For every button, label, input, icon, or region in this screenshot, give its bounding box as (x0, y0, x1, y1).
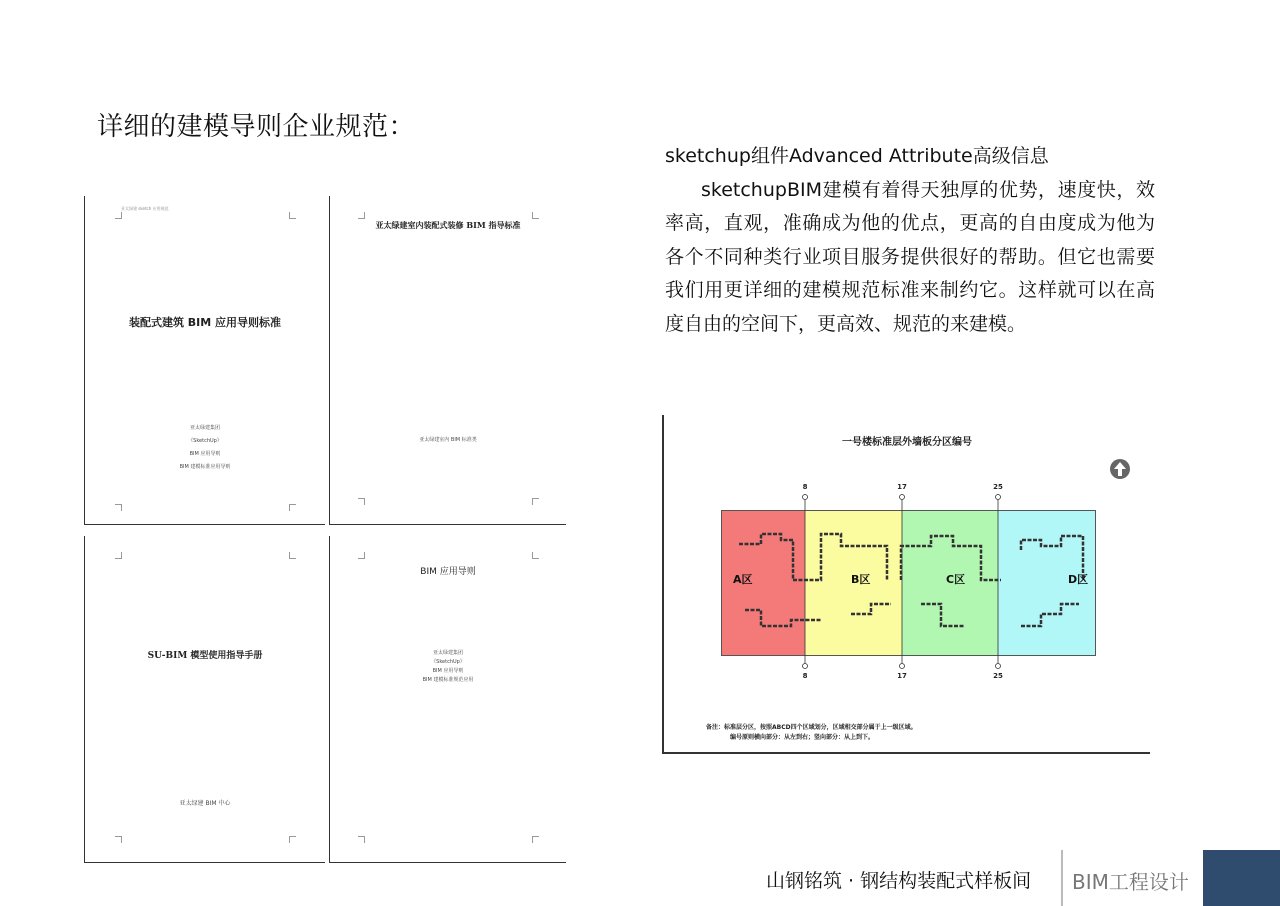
zone-a-label: A区 (733, 573, 753, 586)
description-subtitle: sketchup组件Advanced Attribute高级信息 (665, 145, 1049, 167)
axis-bottom-label: 17 (897, 672, 907, 680)
description-body: sketchupBIM建模有着得天独厚的优势，速度快，效率高，直观，准确成为他的优点，更高的自由度成为他为各个不同种类行业项目服务提供很好的帮助。但它也需要我们用更详细的建模规范标准来制约它。这样就可以在高度自由的空间下，更高效、规范的来建模。 (665, 178, 1155, 335)
description (665, 140, 1155, 341)
diagram-title: 一号楼标准层外墙板分区编号 (842, 437, 972, 448)
doc-line: BIM 建模标准应用导则 (179, 464, 231, 470)
zone-b-label: B区 (851, 573, 871, 586)
document-thumbnail-1 (84, 196, 325, 525)
doc-line: 亚太绿建集团 (432, 650, 463, 656)
document-thumbnail-2 (329, 196, 566, 525)
axis-bottom-label: 25 (993, 672, 1003, 680)
doc-title: BIM 应用导则 (420, 567, 476, 577)
north-arrow-icon (1110, 459, 1130, 479)
zone-c-label: C区 (946, 573, 966, 586)
document-thumbnail-3 (84, 536, 325, 863)
doc-footer: 亚太绿建室内 BIM 标准类 (419, 437, 477, 443)
doc-line: BIM 建模标准规范应用 (422, 677, 474, 683)
doc-header: 亚太绿建 sketch 应用规范 (121, 206, 169, 211)
doc-title: 亚太绿建室内装配式装修 BIM 指导标准 (375, 220, 521, 230)
doc-line: 亚太绿建集团 (189, 425, 220, 431)
doc-line: BIM 应用导则 (432, 668, 464, 674)
diagram-note-1: 备注：标准层分区，按照ABCD四个区域划分，区域相交部分属于上一级区域。 (706, 724, 917, 731)
axis-top-label: 25 (993, 483, 1003, 491)
zone-diagram (662, 415, 1150, 754)
footer-accent-block (1203, 850, 1280, 906)
footer-divider (1061, 850, 1063, 906)
zone-d-label: D区 (1068, 573, 1089, 586)
doc-title: 装配式建筑 BIM 应用导则标准 (128, 316, 282, 329)
footer-title: 山钢铭筑 · 钢结构装配式样板间 (766, 870, 1032, 892)
axis-top-label: 17 (897, 483, 907, 491)
doc-line: 《SketchUp》 (431, 659, 465, 665)
footer-section-label: BIM工程设计 (1072, 870, 1189, 894)
axis-top-label: 8 (802, 483, 808, 491)
page-heading: 详细的建模导则企业规范： (97, 112, 416, 142)
doc-title: SU-BIM 模型使用指导手册 (147, 651, 263, 661)
doc-line: BIM 应用导则 (189, 451, 221, 457)
axis-lines (664, 485, 1150, 681)
document-thumbnail-4 (329, 536, 566, 863)
diagram-note-2: 编号原则横向部分：从左到右；竖向部分：从上到下。 (730, 734, 875, 741)
doc-line: 《SketchUp》 (188, 438, 222, 444)
axis-bottom-label: 8 (802, 672, 808, 680)
doc-footer: 亚太绿建 BIM 中心 (179, 800, 231, 807)
